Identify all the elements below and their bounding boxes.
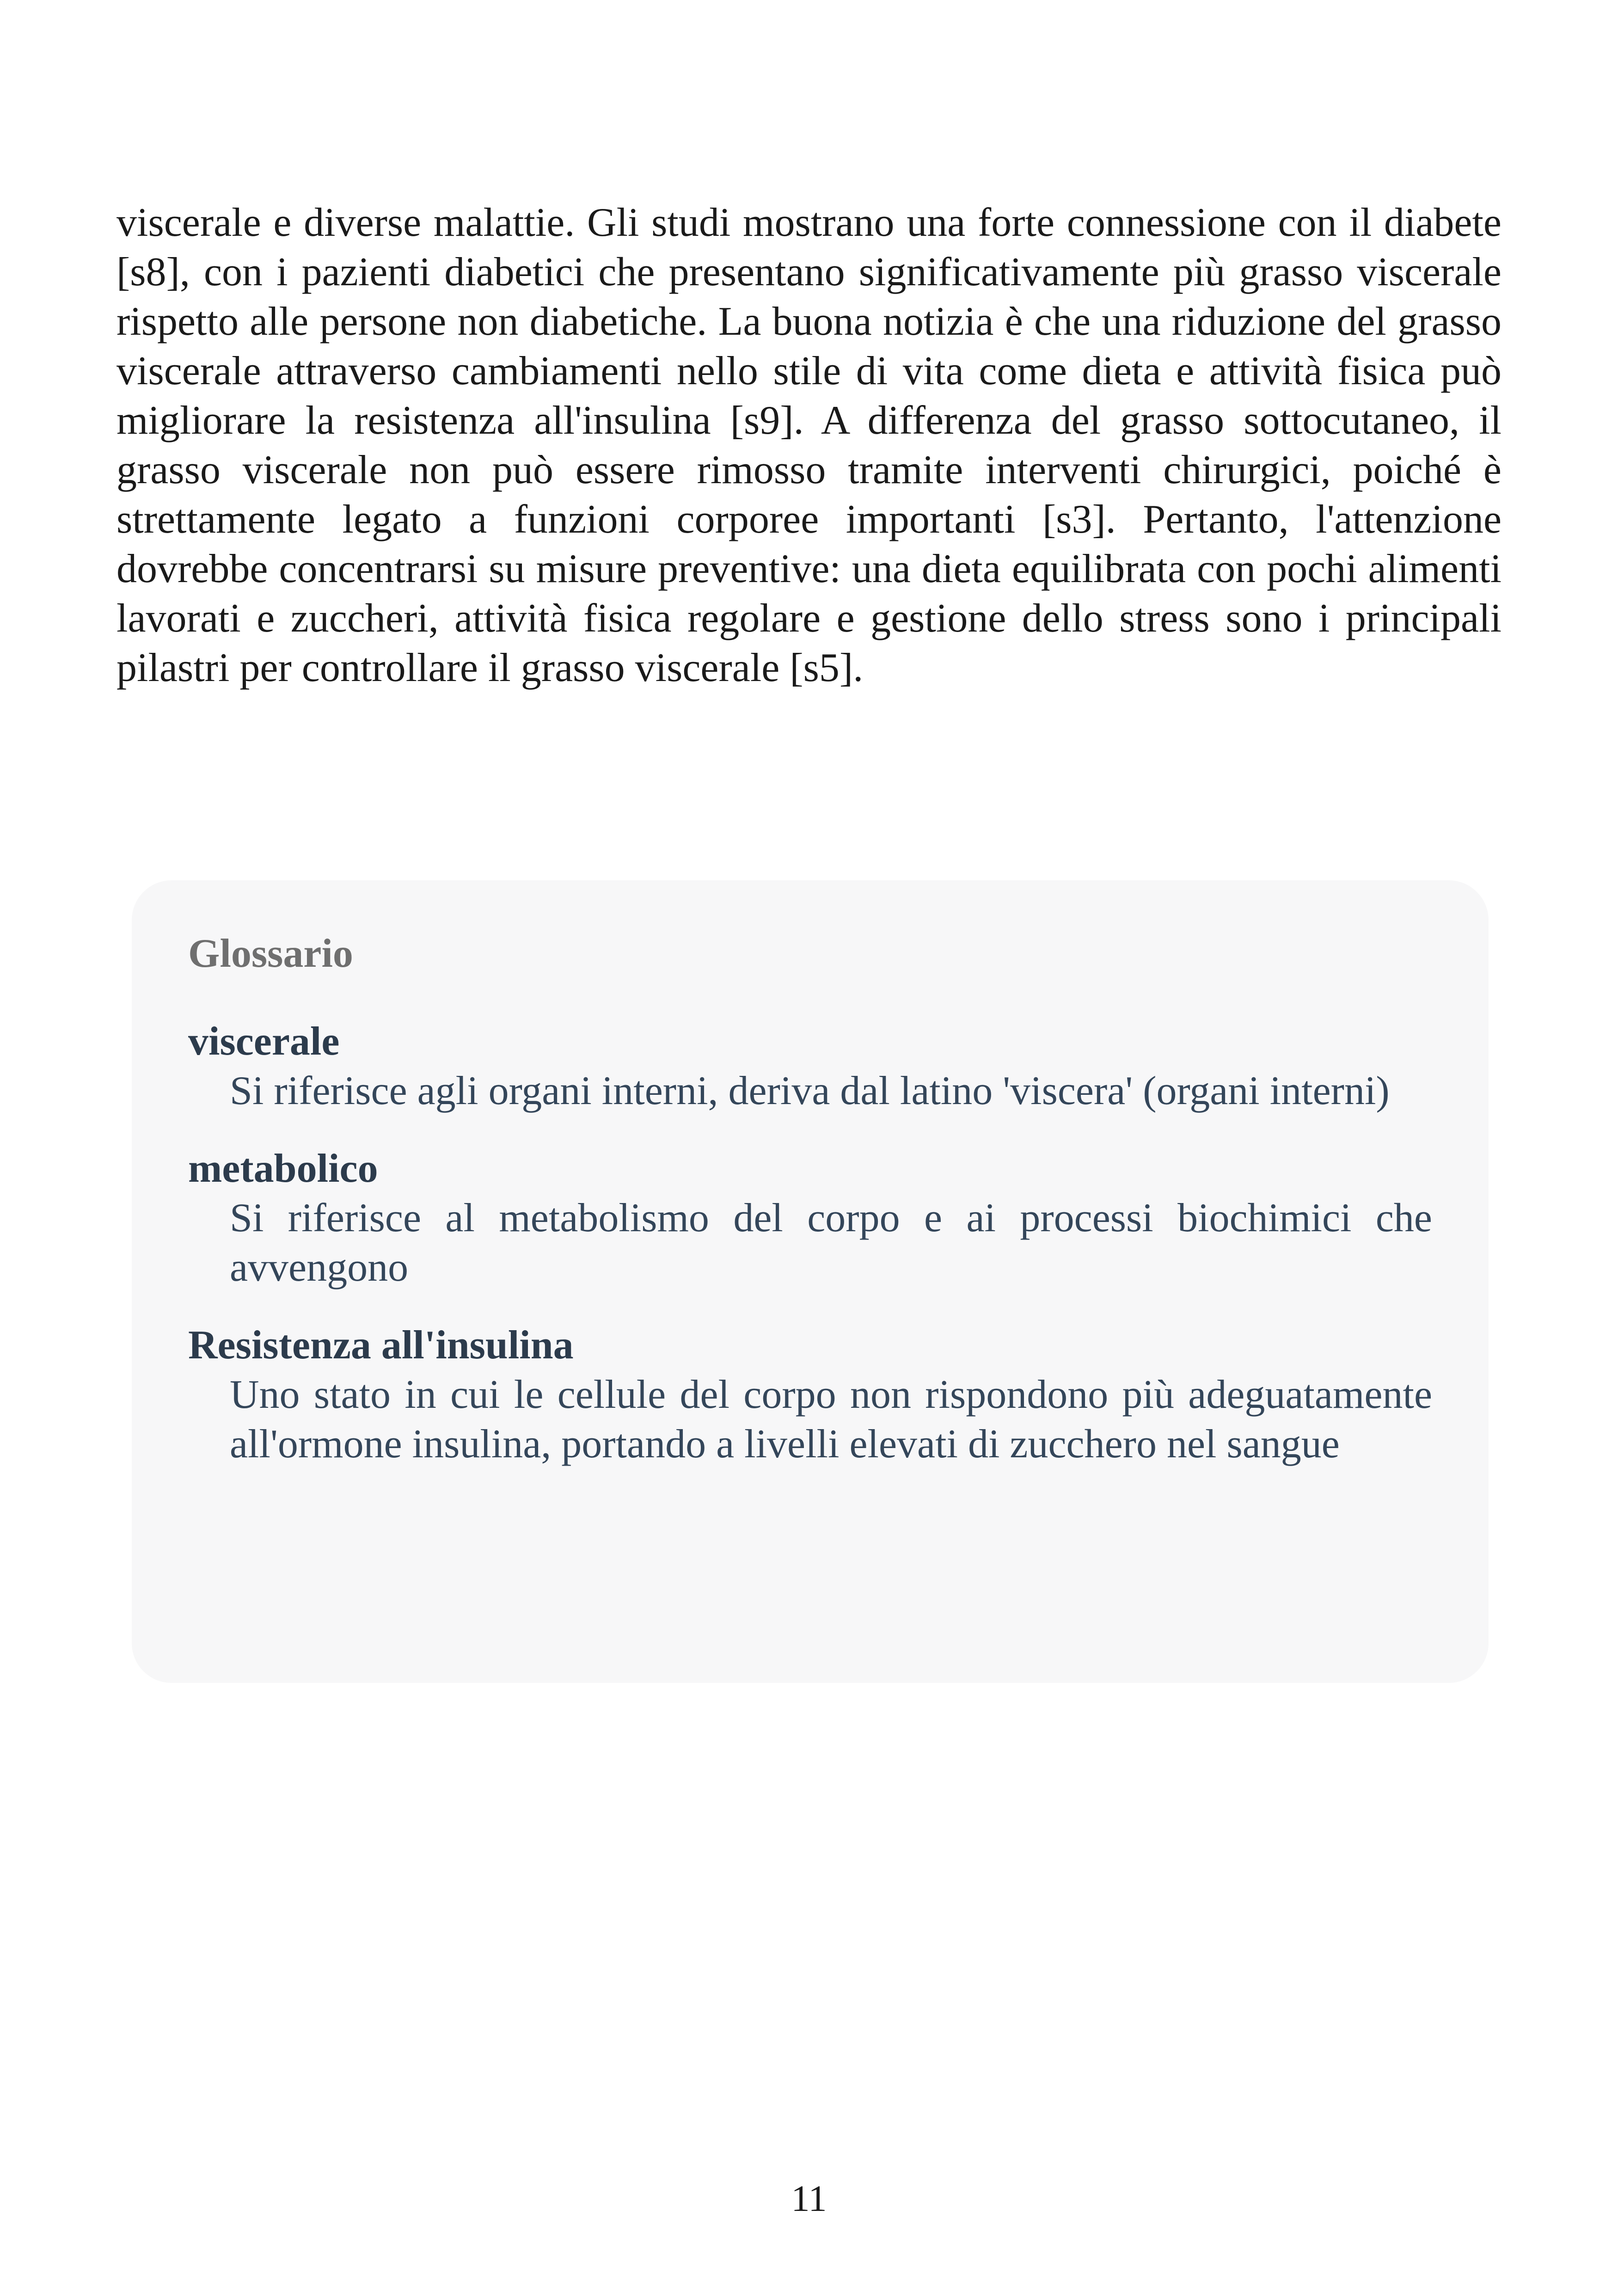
glossary-term: Resistenza all'insulina [188, 1323, 574, 1368]
glossary-definition: Si riferisce al metabolismo del corpo e ai processi biochimici che avvengono [230, 1196, 1432, 1290]
glossary-entry [188, 1321, 1432, 1469]
glossary-entry [188, 1017, 1432, 1116]
page-number: 11 [791, 2179, 827, 2219]
glossary-box [132, 880, 1489, 1683]
glossary-term: viscerale [188, 1019, 340, 1064]
glossary-entry [188, 1144, 1432, 1292]
glossary-definition: Si riferisce agli organi interni, deriva dal latino 'viscera' (organi interni) [230, 1068, 1390, 1113]
glossary-definition: Uno stato in cui le cellule del corpo non rispondono più adeguatamente all'ormone insulina, portando a livelli elevati di zucchero nel sangue [230, 1372, 1432, 1467]
body-paragraph: viscerale e diverse malattie. Gli studi mostrano una forte connessione con il diabete [s8], con i pazienti diabetici che presentano significativamente più grasso viscerale rispetto alle persone non diabetiche. La buona notizia è che una riduzione del grasso viscerale attraverso cambiamenti nello stile di vita come dieta e attività fisica può migliorare la resistenza all'insulina [s9]. A differenza del grasso sottocutaneo, il grasso viscerale non può essere rimosso tramite interventi chirurgici, poiché è strettamente legato a funzioni corporee importanti [s3]. Pertanto, l'attenzione dovrebbe concentrarsi su misure preventive: una dieta equilibrata con pochi alimenti lavorati e zuccheri, attività fisica regolare e gestione dello stress sono i principali pilastri per controllare il grasso viscerale [s5]. [116, 200, 1502, 690]
glossary-term: metabolico [188, 1146, 378, 1191]
glossary-title: Glossario [188, 931, 353, 976]
